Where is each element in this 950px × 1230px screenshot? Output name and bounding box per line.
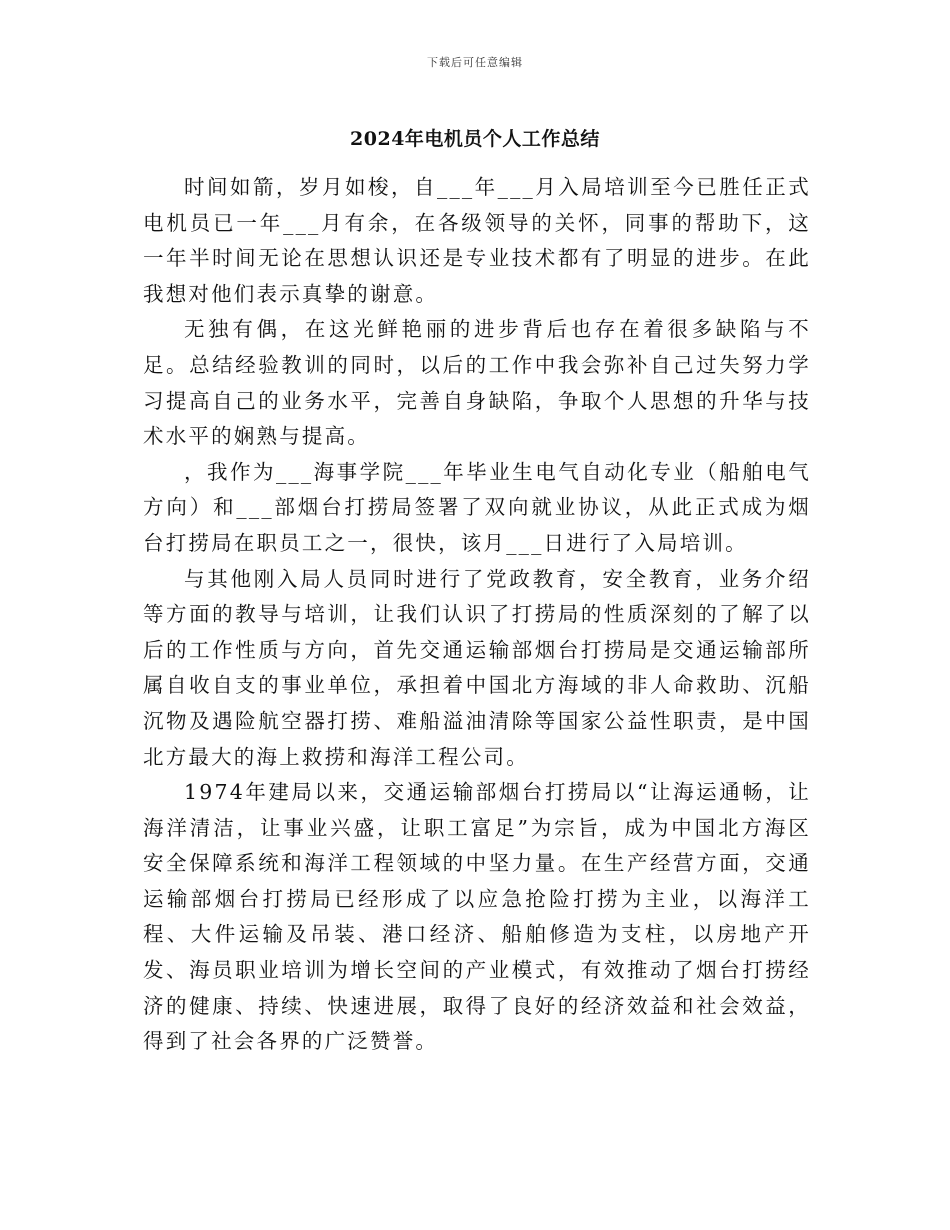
paragraph-2: 无独有偶，在这光鲜艳丽的进步背后也存在着很多缺陷与不足。总结经验教训的同时，以后的工作中我会弥补自己过失努力学习提高自己的业务水平，完善自身缺陷，争取个人思想的升华与技术水平的娴熟与提高。: [143, 317, 811, 449]
header-note: 下载后可任意编辑: [427, 56, 523, 69]
paragraph-3: ，我作为___海事学院___年毕业生电气自动化专业（船舶电气方向）和___部烟台打捞局签署了双向就业协议，从此正式成为烟台打捞局在职员工之一，很快，该月___日进行了入局培训。: [143, 459, 811, 555]
paragraph-1: 时间如箭，岁月如梭，自___年___月入局培训至今已胜任正式电机员已一年___月有余，在各级领导的关怀，同事的帮助下，这一年半时间无论在思想认识还是专业技术都有了明显的进步。在此我想对他们表示真挚的谢意。: [143, 175, 811, 306]
document-body: [143, 170, 811, 1060]
paragraph-5: 1974年建局以来，交通运输部烟台打捞局以“让海运通畅，让海洋清洁，让事业兴盛，让职工富足”为宗旨，成为中国北方海区安全保障系统和海洋工程领域的中坚力量。在生产经营方面，交通运输部烟台打捞局已经形成了以应急抢险打捞为主业，以海洋工程、大件运输及吊装、港口经济、船舶修造为支柱，以房地产开发、海员职业培训为增长空间的产业模式，有效推动了烟台打捞经济的健康、持续、快速进展，取得了良好的经济效益和社会效益，得到了社会各界的广泛赞誉。: [143, 780, 811, 1054]
document-title: 2024年电机员个人工作总结: [350, 128, 600, 150]
paragraph-4: 与其他刚入局人员同时进行了党政教育，安全教育，业务介绍等方面的教导与培训，让我们认识了打捞局的性质深刻的了解了以后的工作性质与方向，首先交通运输部烟台打捞局是交通运输部所属自收自支的事业单位，承担着中国北方海域的非人命救助、沉船沉物及遇险航空器打捞、难船溢油清除等国家公益性职责，是中国北方最大的海上救捞和海洋工程公司。: [143, 566, 811, 769]
